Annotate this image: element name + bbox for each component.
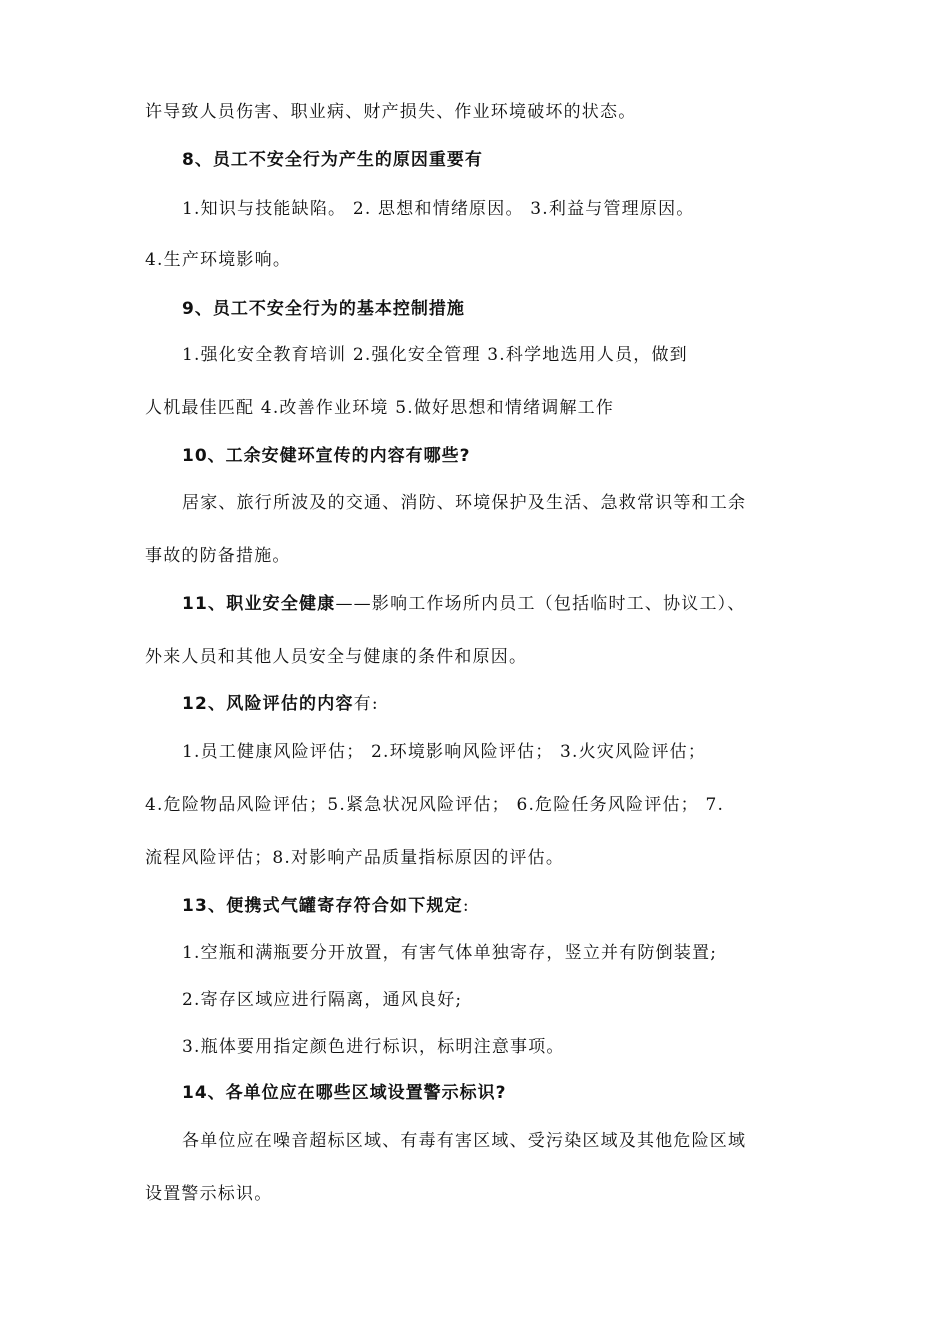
section-13-line <box>182 894 852 918</box>
paragraph-line: 流程风险评估；8.对影响产品质量指标原因的评估。 <box>145 848 565 868</box>
paragraph-line: 各单位应在噪音超标区域、有毒有害区域、受污染区域及其他危险区域 <box>182 1131 747 1151</box>
paragraph-line: 4.危险物品风险评估；5.紧急状况风险评估； 6.危险任务风险评估； 7. <box>145 795 725 815</box>
section-heading-14: 14、各单位应在哪些区域设置警示标识? <box>182 1083 507 1103</box>
paragraph-line: 居家、旅行所波及的交通、消防、环境保护及生活、急救常识等和工余 <box>182 493 747 513</box>
paragraph-line: 1.空瓶和满瓶要分开放置，有害气体单独寄存，竖立并有防倒装置; <box>182 943 718 963</box>
paragraph-line: 人机最佳匹配 4.改善作业环境 5.做好思想和情绪调解工作 <box>145 398 615 418</box>
paragraph-line: 1.强化安全教育培训 2.强化安全管理 3.科学地选用人员，做到 <box>182 345 688 365</box>
section-11-line <box>182 592 852 616</box>
paragraph-line: 许导致人员伤害、职业病、财产损失、作业环境破坏的状态。 <box>145 102 637 122</box>
section-heading-11: 11、职业安全健康 <box>182 594 336 614</box>
section-11-text: ——影响工作场所内员工（包括临时工、协议工）、 <box>335 594 746 614</box>
paragraph-line: 4.生产环境影响。 <box>145 250 292 270</box>
section-heading-10: 10、工余安健环宣传的内容有哪些? <box>182 446 471 466</box>
paragraph-line: 1.知识与技能缺陷。 2. 思想和情绪原因。 3.利益与管理原因。 <box>182 199 695 219</box>
paragraph-line: 设置警示标识。 <box>145 1184 273 1204</box>
paragraph-line: 事故的防备措施。 <box>145 546 291 566</box>
section-heading-9: 9、员工不安全行为的基本控制措施 <box>182 299 465 319</box>
section-13-suffix: : <box>462 896 470 916</box>
paragraph-line: 2.寄存区域应进行隔离，通风良好; <box>182 990 463 1010</box>
section-heading-12: 12、风险评估的内容 <box>182 694 354 714</box>
paragraph-line: 3.瓶体要用指定颜色进行标识，标明注意事项。 <box>182 1037 565 1057</box>
section-heading-8: 8、员工不安全行为产生的原因重要有 <box>182 150 483 170</box>
section-12-line <box>182 692 852 716</box>
paragraph-line: 1.员工健康风险评估； 2.环境影响风险评估； 3.火灾风险评估； <box>182 742 707 762</box>
paragraph-line: 外来人员和其他人员安全与健康的条件和原因。 <box>145 647 528 667</box>
section-heading-13: 13、便携式气罐寄存符合如下规定 <box>182 896 463 916</box>
section-12-suffix: 有: <box>353 694 379 714</box>
